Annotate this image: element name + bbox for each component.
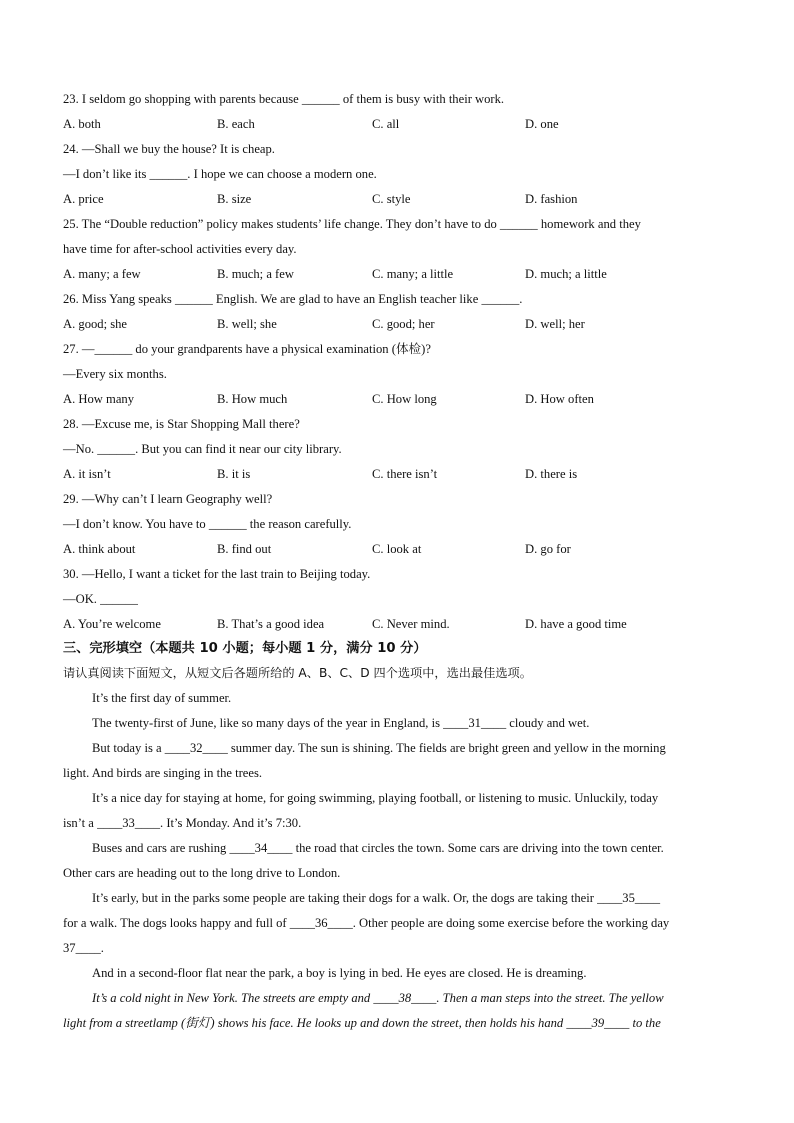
text: light from a streetlamp (街灯) shows his face. He looks up and down the street, then holds his hand xyxy=(63,1016,567,1030)
option-b: B. That’s a good idea xyxy=(217,617,325,631)
question-28-stem: 28. —Excuse me, is Star Shopping Mall there? xyxy=(63,417,300,431)
option-c: C. Never mind. xyxy=(372,617,450,631)
option-b: B. find out xyxy=(217,542,272,556)
option-b: B. How much xyxy=(217,392,288,406)
option-d: D. have a good time xyxy=(525,617,627,631)
blank-31: ____31____ xyxy=(443,716,507,730)
option-d: D. fashion xyxy=(525,192,578,206)
passage-paragraph-7: And in a second-floor flat near the park, a boy is lying in bed. He eyes are closed. He is dreaming. xyxy=(92,966,587,980)
passage-paragraph-6-line2 xyxy=(63,911,734,936)
option-b: B. well; she xyxy=(217,317,277,331)
text: . xyxy=(100,941,104,955)
blank-39: ____39____ xyxy=(566,1016,630,1030)
passage-paragraph-5-line2: Other cars are heading out to the long drive to London. xyxy=(63,866,341,880)
option-a: A. it isn’t xyxy=(63,467,111,481)
question-29-options xyxy=(63,537,743,562)
text: for a walk. The dogs looks happy and full of xyxy=(63,916,290,930)
question-28-stem-line2: —No. ______. But you can find it near our city library. xyxy=(63,442,342,456)
question-30-stem: 30. —Hello, I want a ticket for the last train to Beijing today. xyxy=(63,567,371,581)
question-27-stem-line2: —Every six months. xyxy=(63,367,167,381)
option-d: D. go for xyxy=(525,542,571,556)
option-b: B. each xyxy=(217,117,255,131)
passage-paragraph-4: It’s a nice day for staying at home, for going swimming, playing football, or listening to music. Unluckily, today xyxy=(92,791,659,805)
passage-paragraph-3 xyxy=(92,736,734,761)
blank-33: ____33____ xyxy=(97,816,161,830)
option-d: D. there is xyxy=(525,467,578,481)
question-30-stem-line2: —OK. ______ xyxy=(63,592,138,606)
option-d: D. much; a little xyxy=(525,267,607,281)
option-c: C. How long xyxy=(372,392,437,406)
option-c: C. there isn’t xyxy=(372,467,438,481)
text: . Then a man steps into the street. The yellow xyxy=(436,991,664,1005)
blank-36: ____36____ xyxy=(289,916,353,930)
text: summer day. The sun is shining. The fields are bright green and yellow in the morning xyxy=(227,741,666,755)
text: . It’s Monday. And it’s 7:30. xyxy=(160,816,302,830)
text: isn’t a xyxy=(63,816,98,830)
question-29-stem-line2: —I don’t know. You have to ______ the reason carefully. xyxy=(63,517,352,531)
passage-paragraph-8-line2 xyxy=(63,1011,734,1036)
blank-37: 37____ xyxy=(63,941,101,955)
question-28-options xyxy=(63,462,743,487)
option-b: B. size xyxy=(217,192,252,206)
option-a: A. think about xyxy=(63,542,136,556)
text: to the xyxy=(629,1016,661,1030)
option-a: A. many; a few xyxy=(63,267,141,281)
option-d: D. one xyxy=(525,117,559,131)
option-a: A. good; she xyxy=(63,317,128,331)
passage-paragraph-6 xyxy=(92,886,734,911)
passage-paragraph-8 xyxy=(92,986,734,1011)
text: cloudy and wet. xyxy=(506,716,590,730)
question-25-stem: 25. The “Double reduction” policy makes students’ life change. They don’t have to do ______ homework and they xyxy=(63,217,641,231)
text: Buses and cars are rushing xyxy=(92,841,230,855)
passage-paragraph-6-line3 xyxy=(63,936,734,961)
question-26-stem: 26. Miss Yang speaks ______ English. We are glad to have an English teacher like ______. xyxy=(63,292,523,306)
passage-paragraph-3-line2: light. And birds are singing in the trees. xyxy=(63,766,263,780)
text: It’s a cold night in New York. The streets are empty and xyxy=(92,991,374,1005)
passage-paragraph-1: It’s the first day of summer. xyxy=(92,691,232,705)
option-c: C. look at xyxy=(372,542,422,556)
option-b: B. it is xyxy=(217,467,251,481)
question-29-stem: 29. —Why can’t I learn Geography well? xyxy=(63,492,273,506)
passage-paragraph-2 xyxy=(92,711,734,736)
question-25-stem-line2: have time for after-school activities every day. xyxy=(63,242,297,256)
blank-34: ____34____ xyxy=(229,841,293,855)
option-c: C. good; her xyxy=(372,317,435,331)
option-c: C. many; a little xyxy=(372,267,454,281)
section-3-instruction: 请认真阅读下面短文，从短文后各题所给的 A、B、C、D 四个选项中，选出最佳选项。 xyxy=(63,666,532,680)
question-27-stem: 27. —______ do your grandparents have a physical examination (体检)? xyxy=(63,342,431,356)
option-c: C. all xyxy=(372,117,400,131)
option-a: A. price xyxy=(63,192,104,206)
text: the road that circles the town. Some cars are driving into the town center. xyxy=(292,841,664,855)
blank-32: ____32____ xyxy=(164,741,228,755)
question-23-options xyxy=(63,112,743,137)
text: It’s early, but in the parks some people are taking their dogs for a walk. Or, the dogs are taking their xyxy=(92,891,598,905)
question-26-options xyxy=(63,312,743,337)
option-d: D. How often xyxy=(525,392,594,406)
text: The twenty-first of June, like so many days of the year in England, is xyxy=(92,716,444,730)
question-24-stem: 24. —Shall we buy the house? It is cheap. xyxy=(63,142,275,156)
question-25-options xyxy=(63,262,743,287)
text: . Other people are doing some exercise before the working day xyxy=(352,916,670,930)
question-24-options xyxy=(63,187,743,212)
option-a: A. You’re welcome xyxy=(63,617,161,631)
blank-35: ____35____ xyxy=(597,891,661,905)
passage-paragraph-5 xyxy=(92,836,734,861)
question-27-options xyxy=(63,387,743,412)
question-30-options xyxy=(63,612,743,637)
section-3-heading: 三、完形填空（本题共 10 小题；每小题 1 分，满分 10 分） xyxy=(63,641,427,656)
text: But today is a xyxy=(92,741,165,755)
option-d: D. well; her xyxy=(525,317,585,331)
option-a: A. both xyxy=(63,117,101,131)
passage-paragraph-4-line2 xyxy=(63,811,734,836)
question-23-stem: 23. I seldom go shopping with parents because ______ of them is busy with their work. xyxy=(63,92,505,106)
blank-38: ____38____ xyxy=(373,991,437,1005)
option-b: B. much; a few xyxy=(217,267,294,281)
question-24-stem-line2: —I don’t like its ______. I hope we can choose a modern one. xyxy=(63,167,377,181)
option-a: A. How many xyxy=(63,392,135,406)
option-c: C. style xyxy=(372,192,411,206)
